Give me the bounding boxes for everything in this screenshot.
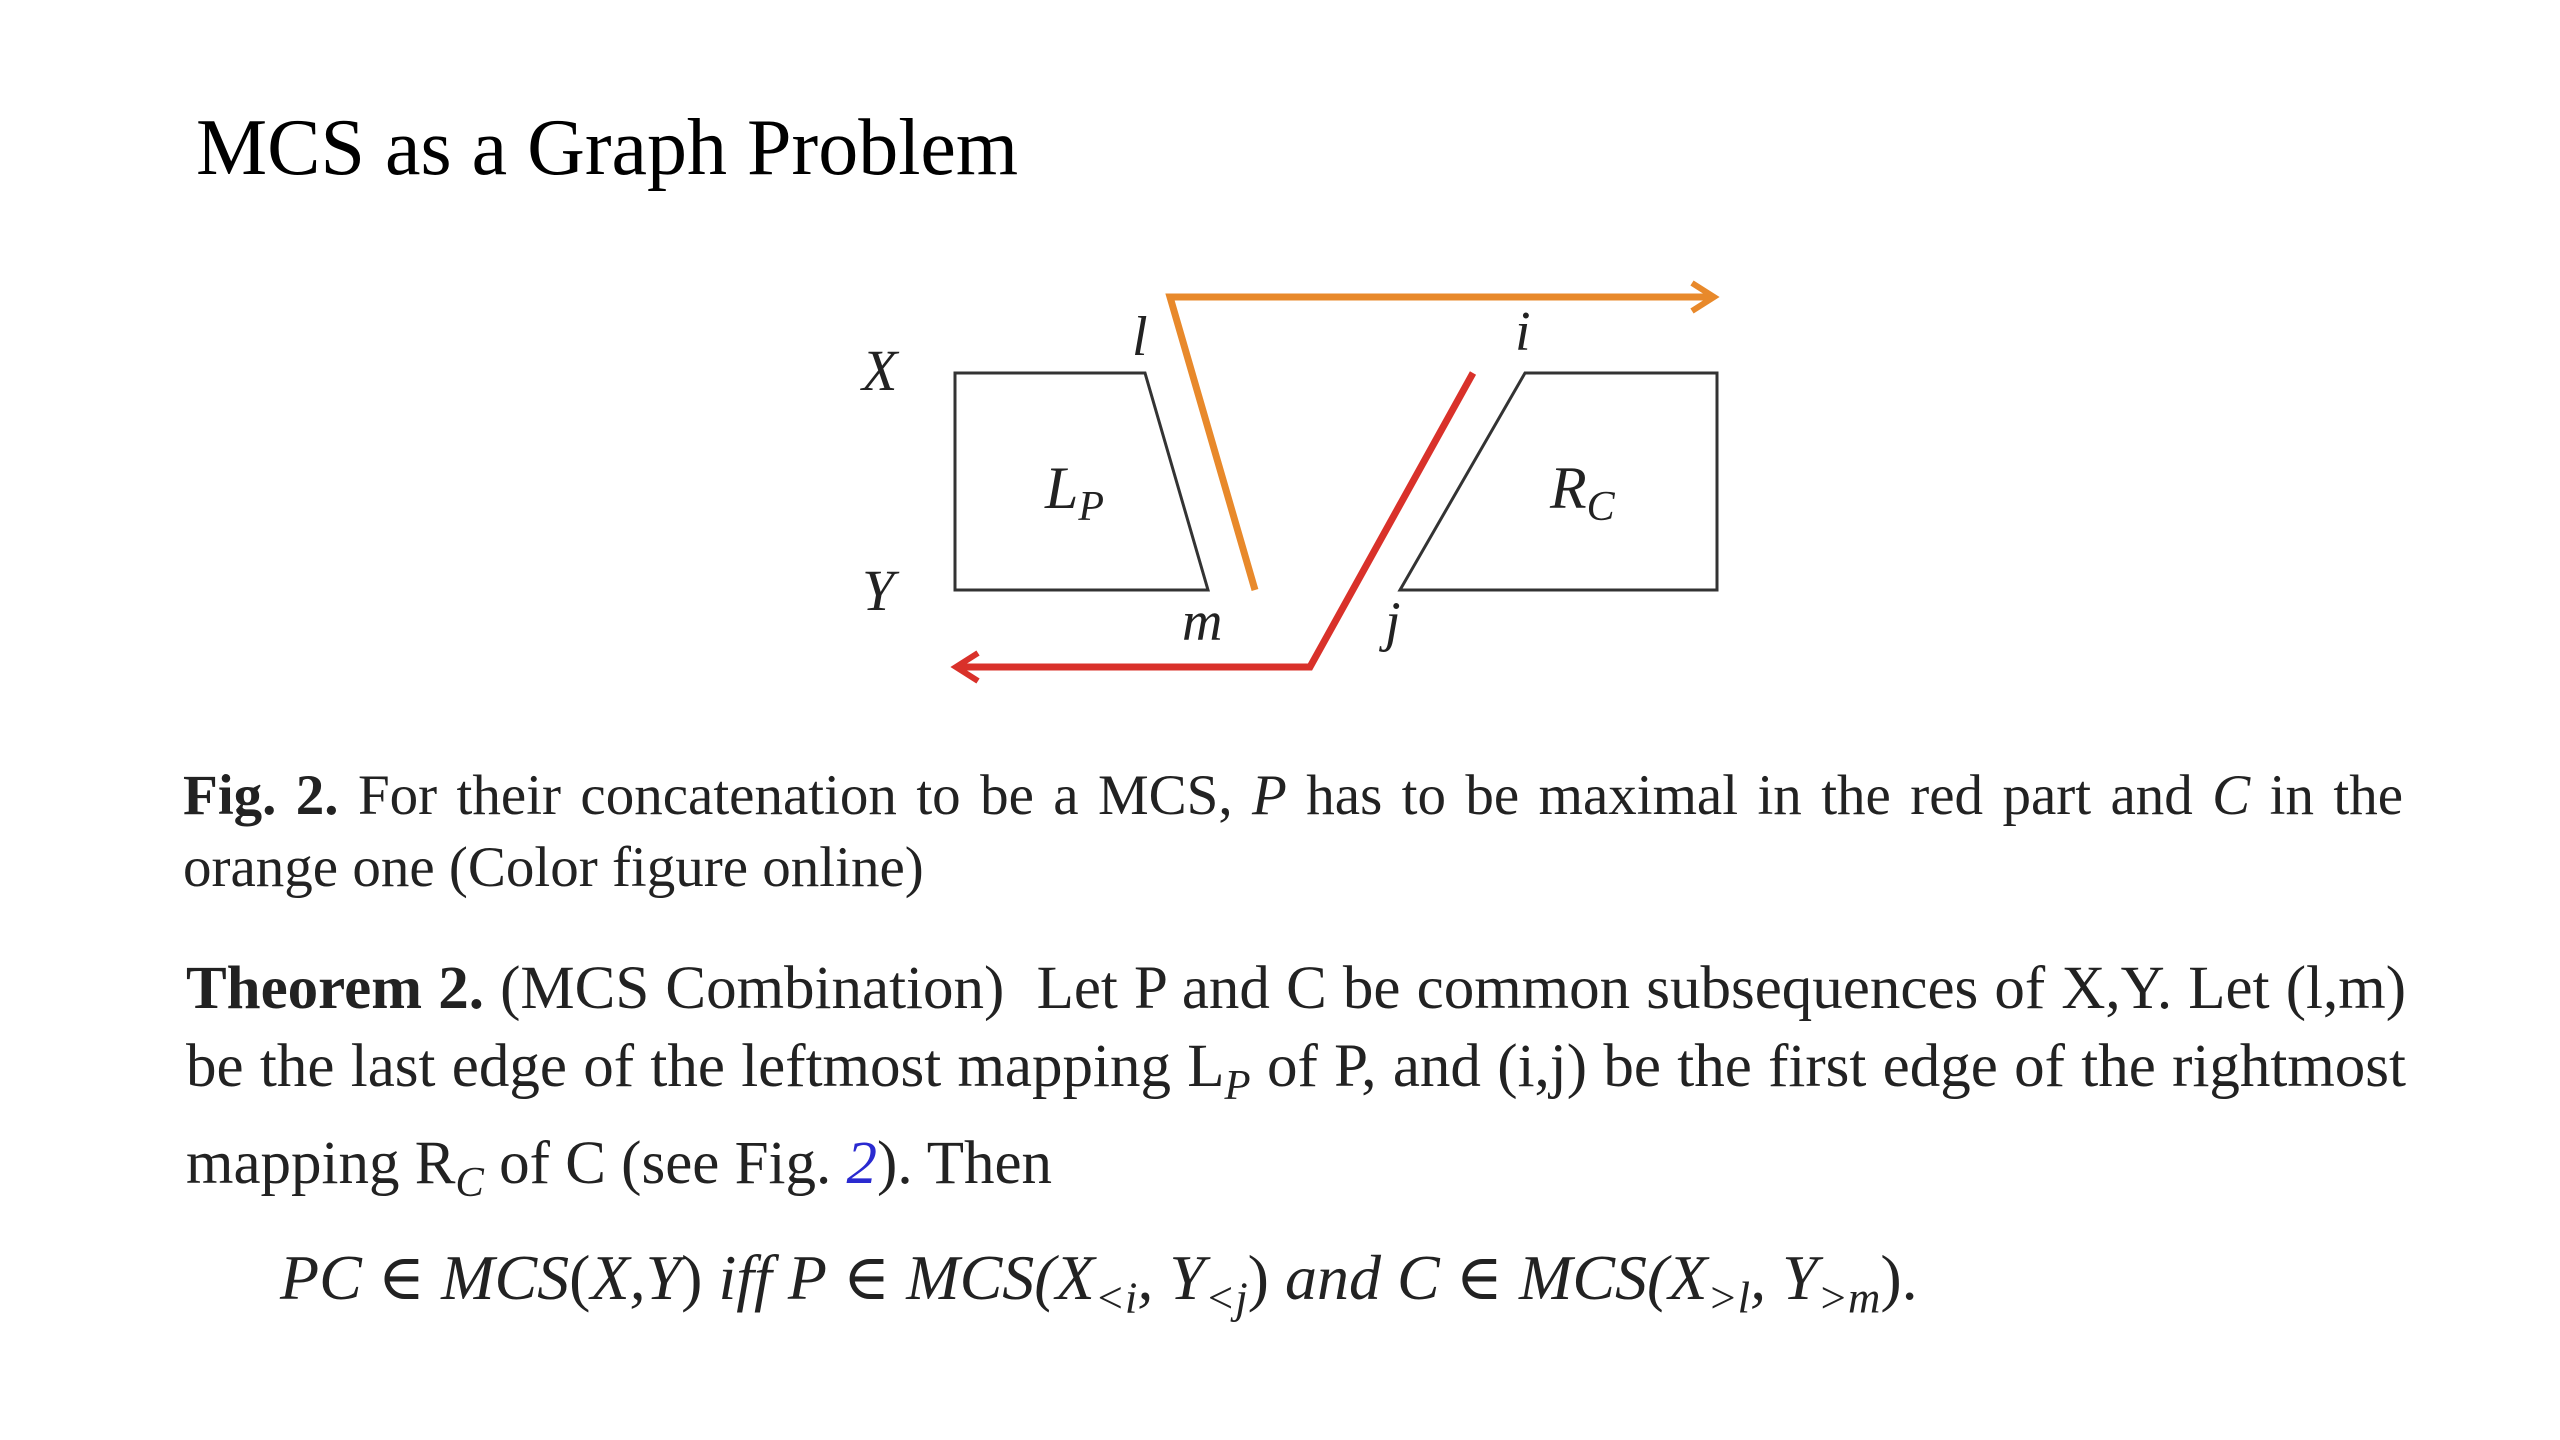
formula-f1: PC	[280, 1242, 362, 1313]
figure-caption	[183, 760, 2403, 904]
theorem-block	[186, 950, 2406, 1222]
theorem-s7: of	[1250, 1033, 1335, 1100]
formula-f8: ∈	[826, 1242, 907, 1313]
theorem-c2: C	[565, 1129, 606, 1197]
theorem-s8: , and (	[1361, 1033, 1518, 1100]
label-x: X	[862, 338, 898, 403]
theorem-s13: ). Then	[877, 1129, 1053, 1197]
caption-text-2: has to be maximal in the red part and	[1286, 764, 2213, 827]
theorem-lp-main: L	[1187, 1033, 1225, 1100]
right-box-label-sub: C	[1586, 484, 1615, 530]
theorem-rc-sub: C	[455, 1158, 484, 1206]
formula-f10: (X	[1034, 1242, 1095, 1313]
label-m: m	[1182, 591, 1223, 653]
label-l: l	[1132, 306, 1148, 368]
right-box-label	[1549, 455, 1616, 530]
theorem-leftmost: leftmost	[741, 1033, 942, 1100]
theorem-ij: i,j	[1517, 1033, 1567, 1100]
label-j: j	[1385, 591, 1401, 653]
theorem-p1: P	[1134, 955, 1166, 1022]
caption-text-1: For their concatenation to be a MCS,	[338, 764, 1253, 827]
theorem-s10: mapping	[186, 1129, 415, 1197]
formula-f21: >m	[1817, 1272, 1881, 1323]
caption-p: P	[1252, 764, 1287, 827]
theorem-s5: ) be the last edge of the	[186, 955, 2407, 1100]
theorem-paren: (MCS Combination)	[500, 955, 1005, 1022]
formula-f20: , Y	[1750, 1242, 1818, 1313]
formula-f11: <i	[1094, 1272, 1138, 1323]
formula-f6: )	[681, 1242, 719, 1313]
theorem-s3: be common subsequences of	[1326, 955, 2062, 1022]
formula-f15: and C	[1284, 1242, 1440, 1313]
caption-text-3: in the orange one (Color figure online)	[183, 764, 2403, 899]
theorem-rightmost: rightmost	[2172, 1033, 2406, 1100]
formula-f16: ∈	[1439, 1242, 1520, 1313]
theorem-lm: l,m	[2306, 955, 2386, 1022]
theorem-s4: . Let (	[2156, 955, 2307, 1022]
formula-f17: MCS	[1519, 1242, 1648, 1313]
caption-c: C	[2212, 764, 2251, 827]
formula-f5: X,Y	[590, 1242, 682, 1313]
caption-lead: Fig. 2.	[183, 764, 339, 827]
formula-f12: , Y	[1137, 1242, 1205, 1313]
theorem-lead: Theorem 2.	[186, 955, 484, 1022]
slide-title: MCS as a Graph Problem	[196, 104, 1019, 192]
theorem-xy: X,Y	[2061, 955, 2157, 1022]
theorem-lp-sub: P	[1224, 1061, 1251, 1109]
theorem-formula	[280, 1238, 1918, 1337]
formula-f14: )	[1247, 1242, 1285, 1313]
label-i: i	[1515, 301, 1531, 363]
formula-f22: ).	[1880, 1242, 1918, 1313]
orange-path	[1170, 297, 1712, 590]
left-box-label	[1044, 455, 1104, 530]
label-y: Y	[862, 558, 895, 623]
formula-f2: ∈	[361, 1242, 442, 1313]
theorem-s9: ) be the first edge of the	[1566, 1033, 2173, 1100]
theorem-s11: of	[483, 1129, 566, 1197]
theorem-s6: mapping	[941, 1033, 1188, 1100]
right-box-label-main: R	[1550, 455, 1587, 521]
theorem-c1: C	[1286, 955, 1327, 1022]
formula-f18: (X	[1647, 1242, 1708, 1313]
theorem-s2: and	[1165, 955, 1287, 1022]
theorem-p2: P	[1334, 1033, 1362, 1100]
left-box-label-main: L	[1045, 455, 1079, 521]
formula-f4: (	[569, 1242, 591, 1313]
formula-f13: <j	[1204, 1272, 1248, 1323]
left-box-label-sub: P	[1078, 484, 1105, 530]
theorem-s12: (see Fig.	[605, 1129, 847, 1197]
formula-f19: >l	[1707, 1272, 1751, 1323]
formula-f3: MCS	[441, 1242, 570, 1313]
theorem-s1: Let	[1036, 955, 1135, 1022]
theorem-rc-main: R	[414, 1129, 456, 1197]
formula-f7: iff P	[718, 1242, 827, 1313]
figure-reference-link[interactable]: 2	[846, 1129, 877, 1197]
formula-f9: MCS	[906, 1242, 1035, 1313]
left-mapping-box	[955, 373, 1208, 590]
